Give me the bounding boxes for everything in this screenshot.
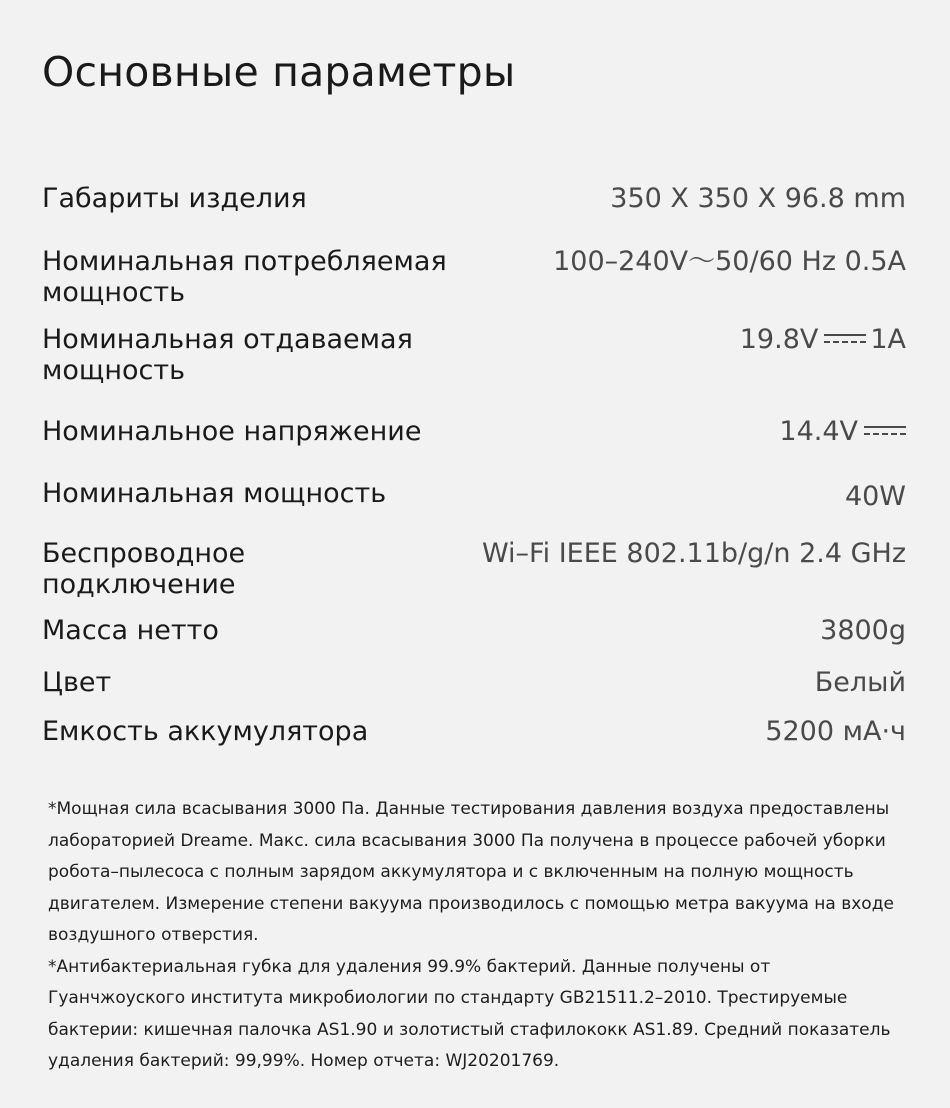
spec-value: 350 X 350 X 96.8 mm (610, 183, 906, 214)
footnote-antibacterial: *Антибактериальная губка для удаления 99.9% бактерий. Данные получены от Гуанчжоуского института микробиологии по стандарту GB21511.2–2010. Трестируемые бактерии: кишечная палочка AS1.90 и золотистый стафилококк AS1.89. Средний показатель удаления бактерий: 99,99%. Номер отчета: WJ20201769. (48, 956, 891, 1071)
dc-symbol-icon (864, 424, 906, 438)
spec-value-voltage: 19.8V (739, 324, 819, 355)
spec-label: Масса нетто (42, 615, 219, 646)
spec-value: 5200 мА·ч (765, 716, 906, 747)
footnotes (48, 794, 908, 1078)
spec-label: Номинальная мощность (42, 478, 387, 509)
spec-value-current: 1A (870, 324, 906, 355)
spec-value: 40W (844, 481, 906, 512)
spec-value: 3800g (820, 615, 906, 646)
spec-label: Емкость аккумулятора (42, 716, 369, 747)
spec-value: Белый (814, 667, 906, 698)
spec-value (779, 416, 906, 447)
spec-label: Номинальное напряжение (42, 416, 422, 447)
spec-label: Беспроводное подключение (42, 538, 246, 600)
spec-label: Габариты изделия (42, 183, 307, 214)
spec-label: Номинальная отдаваемая мощность (42, 324, 413, 386)
spec-label: Номинальная потребляемая мощность (42, 246, 447, 308)
spec-value-voltage: 14.4V (779, 416, 858, 447)
spec-value (740, 324, 906, 355)
footnote-suction: *Мощная сила всасывания 3000 Па. Данные тестирования давления воздуха предоставлены лабораторией Dreame. Макс. сила всасывания 3000 Па получена в процессе рабочей уборки робота–пылесоса с полным зарядом аккумулятора и с включенным на полную мощность двигателем. Измерение степени вакуума производилось с помощью метра вакуума на входе воздушного отверстия. (48, 799, 894, 945)
spec-value: Wi–Fi IEEE 802.11b/g/n 2.4 GHz (481, 538, 906, 569)
spec-label: Цвет (42, 667, 112, 698)
dc-symbol-icon (824, 332, 866, 346)
spec-value: 100–240V～50/60 Hz 0.5A (553, 246, 906, 277)
page-title: Основные параметры (42, 48, 516, 96)
